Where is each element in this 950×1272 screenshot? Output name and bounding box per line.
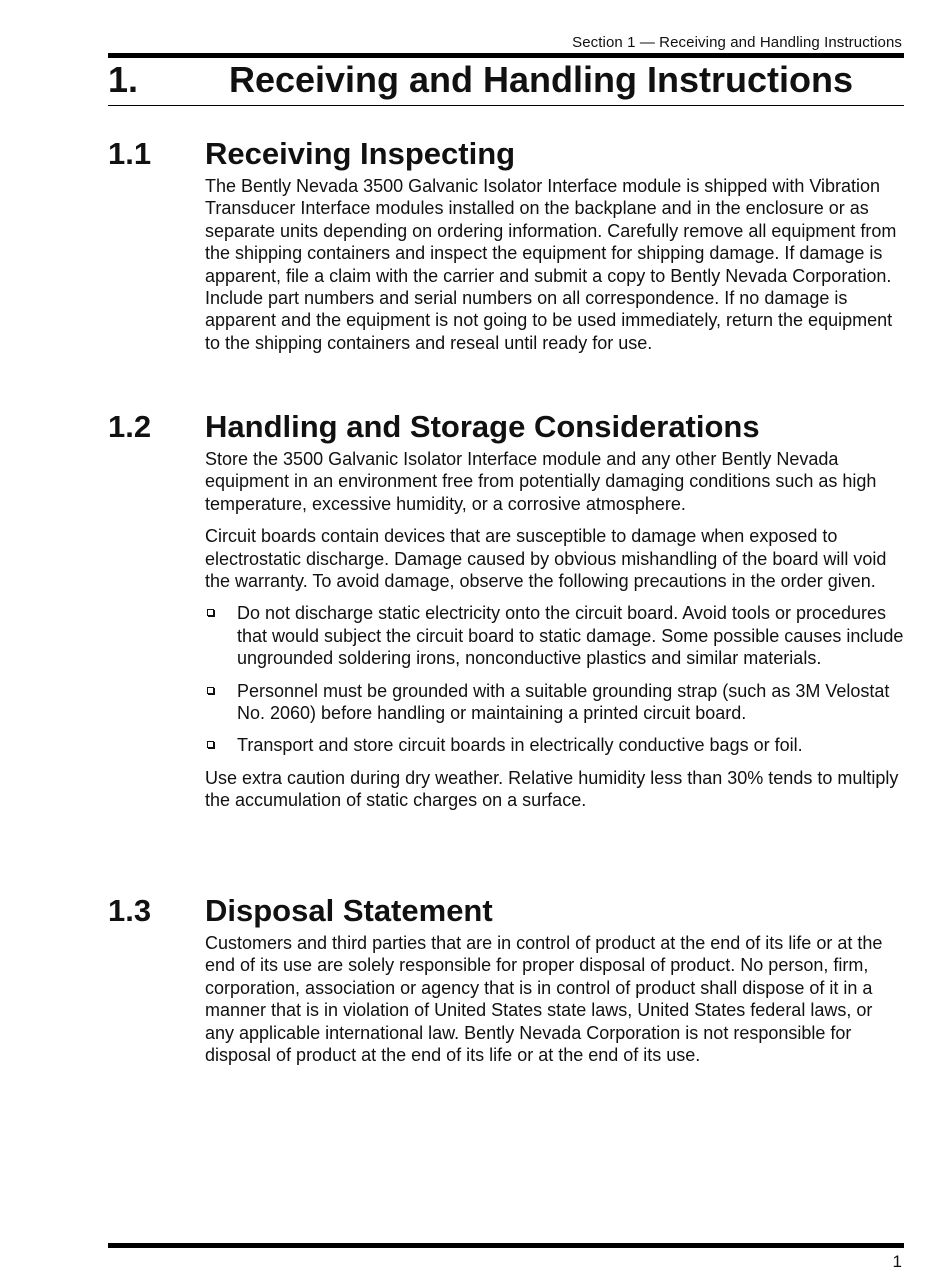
section-disposal-statement [108,892,904,1076]
section-number: 1.1 [108,136,152,171]
list-item-text: Transport and store circuit boards in electrically conductive bags or foil. [237,735,803,756]
section-body [205,175,904,354]
list-item [205,602,904,669]
paragraph: Store the 3500 Galvanic Isolator Interface module and any other Bently Nevada equipment in an environment free from potentially damaging conditions such as high temperature, excessive humidity, or a corrosive atmosphere. [205,449,877,514]
page-number: 1 [892,1252,902,1271]
checkbox-bullet-icon [207,741,214,748]
checkbox-bullet-icon [207,687,214,694]
list-item-text: Do not discharge static electricity onto the circuit board. Avoid tools or procedures that would subject the circuit board to static damage. Some possible causes include ungrounded soldering irons, nonconductive plastics and similar materials. [237,603,904,669]
paragraph: The Bently Nevada 3500 Galvanic Isolator Interface module is shipped with Vibration Transducer Interface modules installed on the backplane and in the enclosure or as separate units depending on ordering information. Carefully remove all equipment from the shipping containers and inspect the equipment for shipping damage. If damage is apparent, file a claim with the carrier and submit a copy to Bently Nevada Corporation. Include part numbers and serial numbers on all correspondence. If no damage is apparent and the equipment is not going to be used immediately, return the equipment to the shipping containers and reseal until ready for use. [205,176,897,353]
section-title: Receiving Inspecting [205,136,516,171]
section-number: 1.3 [108,893,152,928]
running-head: Section 1 — Receiving and Handling Instructions [572,34,902,51]
section-body [205,932,904,1066]
precautions-list [205,602,904,756]
section-number: 1.2 [108,409,152,444]
section-title: Disposal Statement [205,893,493,928]
section-title: Handling and Storage Considerations [205,409,760,444]
list-item [205,680,904,725]
paragraph: Customers and third parties that are in control of product at the end of its life or at the end of its use are solely responsible for proper disposal of product. No person, firm, corporation, association or agency that is in control of product shall dispose of it in a manner that is in violation of United States state laws, United States federal laws, or any applicable international law. Bently Nevada Corporation is not responsible for disposal of product at the end of its life or at the end of its use. [205,933,883,1066]
chapter-rule [108,105,904,106]
section-receiving-inspecting [108,135,904,364]
list-item [205,734,904,756]
section-heading [108,135,904,175]
checkbox-bullet-icon [207,609,214,616]
section-body [205,448,904,812]
section-heading [108,408,904,448]
section-handling-storage [108,408,904,822]
chapter-number: 1. [108,59,139,100]
paragraph: Circuit boards contain devices that are susceptible to damage when exposed to electrostatic discharge. Damage caused by obvious mishandling of the board will void the warranty. To avoid damage, observe the following precautions in the order given. [205,526,887,592]
paragraph: Use extra caution during dry weather. Relative humidity less than 30% tends to multiply the accumulation of static charges on a surface. [205,767,899,811]
footer-rule [108,1243,904,1248]
section-heading [108,892,904,932]
list-item-text: Personnel must be grounded with a suitable grounding strap (such as 3M Velostat No. 2060) before handling or maintaining a printed circuit board. [237,680,890,724]
chapter-heading [108,58,904,104]
chapter-title: Receiving and Handling Instructions [228,59,854,100]
